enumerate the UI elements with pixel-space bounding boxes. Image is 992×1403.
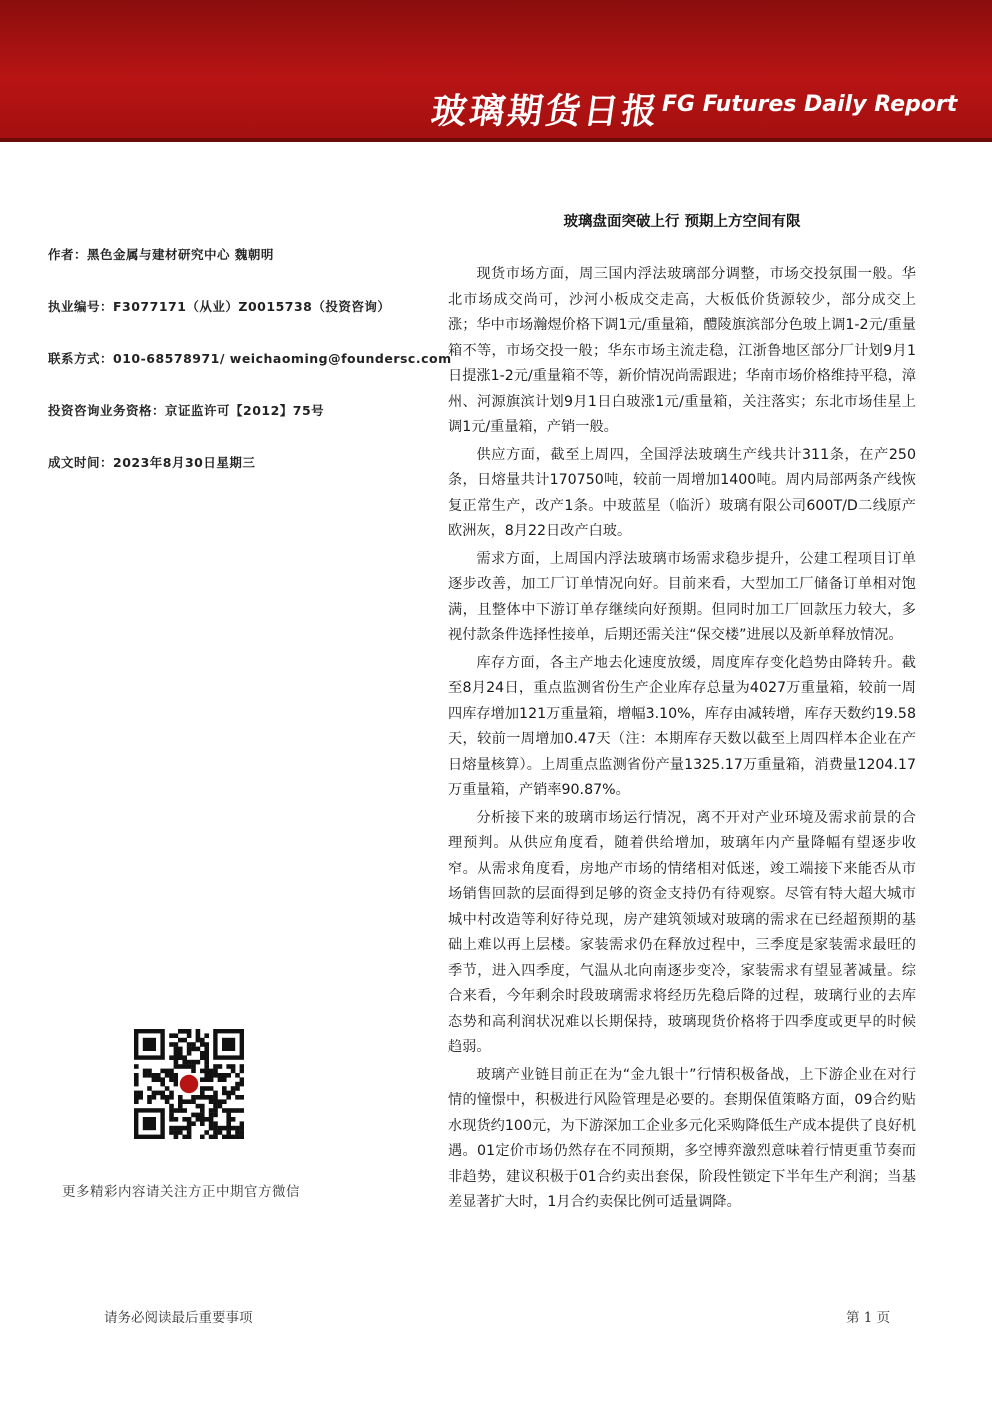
qr-finder-square [143, 1038, 156, 1051]
qualification-line: 投资咨询业务资格：京证监许可【2012】75号 [48, 403, 325, 418]
qr-module [147, 1095, 152, 1100]
qr-module [200, 1051, 205, 1056]
qr-module [200, 1042, 205, 1047]
qr-module [169, 1073, 174, 1078]
qr-module [134, 1064, 139, 1069]
qr-module [213, 1073, 218, 1078]
qr-module [174, 1033, 179, 1038]
qr-module [209, 1069, 214, 1074]
qr-code-graphic [134, 1029, 244, 1139]
qr-module [213, 1095, 218, 1100]
qr-module [226, 1135, 231, 1139]
qr-module [235, 1086, 240, 1091]
qr-module [174, 1051, 179, 1056]
qr-module [226, 1073, 231, 1078]
qr-module [191, 1095, 196, 1100]
qr-module [231, 1108, 236, 1113]
qr-module [165, 1069, 170, 1074]
qr-module [231, 1091, 236, 1096]
contact-line: 联系方式：010-68578971/ weichaoming@foundersc.com [48, 351, 452, 366]
qr-module [187, 1121, 192, 1126]
qr-module [209, 1113, 214, 1118]
qr-module [222, 1077, 227, 1082]
qr-module [204, 1042, 209, 1047]
qr-module [169, 1033, 174, 1038]
qr-module [200, 1108, 205, 1113]
qr-module [209, 1108, 214, 1113]
qr-module [200, 1104, 205, 1109]
qr-module [218, 1126, 223, 1131]
qr-module [160, 1091, 165, 1096]
qr-module [152, 1095, 157, 1100]
qr-module [213, 1135, 218, 1139]
qr-finder-square [143, 1117, 156, 1130]
qr-module [147, 1086, 152, 1091]
qr-module [191, 1042, 196, 1047]
qr-module [196, 1047, 201, 1052]
qr-module [240, 1135, 244, 1139]
qr-module [200, 1113, 205, 1118]
paragraph-inventory: 库存方面，各主产地去化速度放缓，周度库存变化趋势由降转升。截至8月24日，重点监测省份生产企业库存总量为4027万重量箱，较前一周四库存增加121万重量箱，增幅3.10%，库存由减转增，库存天数约19.58天，较前一周增加0.47天（注：本期库存天数以截至上周四样本企业在产日熔量核算）。上周重点监测省份产量1325.17万重量箱，消费量1204.17万重量箱，产销率90.87%。 [448, 654, 916, 798]
qr-module [165, 1095, 170, 1100]
qr-module [187, 1051, 192, 1056]
qr-module [196, 1060, 201, 1065]
qr-module [204, 1130, 209, 1135]
paragraph-spot-market: 现货市场方面，周三国内浮法玻璃部分调整，市场交投氛围一般。华北市场成交尚可，沙河小板成交走高，大板低价货源较少，部分成交上涨；华中市场瀚煜价格下调1元/重量箱，醴陵旗滨部分色玻上调1-2元/重量箱不等，市场交投一般；华东市场主流走稳，江浙鲁地区部分厂计划9月1日提涨1-2元/重量箱不等，新价情况尚需跟进；华南市场价格维持平稳，漳州、河源旗滨计划9月1日白玻涨1元/重量箱，关注落实；东北市场佳星上调1元/重量箱，产销一般。 [448, 266, 916, 435]
qr-module [222, 1091, 227, 1096]
qr-module [143, 1073, 148, 1078]
qr-module [178, 1051, 183, 1056]
qr-module [147, 1069, 152, 1074]
qr-module [178, 1099, 183, 1104]
article-title: 玻璃盘面突破上行 预期上方空间有限 [563, 214, 801, 230]
author-info [48, 245, 452, 505]
qr-module [226, 1091, 231, 1096]
qr-module [169, 1126, 174, 1131]
qr-module [169, 1077, 174, 1082]
qr-module [187, 1117, 192, 1122]
qr-module [200, 1095, 205, 1100]
qr-module [196, 1117, 201, 1122]
qr-module [226, 1108, 231, 1113]
qr-module [204, 1047, 209, 1052]
qr-module [231, 1064, 236, 1069]
qr-module [156, 1077, 161, 1082]
qr-module [240, 1121, 244, 1126]
qr-module [231, 1117, 236, 1122]
qr-module [169, 1108, 174, 1113]
qr-module [169, 1069, 174, 1074]
qr-module [165, 1073, 170, 1078]
qr-module [240, 1130, 244, 1135]
qr-module [134, 1099, 139, 1104]
qr-module [204, 1077, 209, 1082]
footer-notice: 请务必阅读最后重要事项 [104, 1310, 253, 1326]
qr-module [187, 1029, 192, 1034]
qr-module [160, 1069, 165, 1074]
qr-module [178, 1029, 183, 1034]
qr-module [178, 1038, 183, 1043]
qr-module [174, 1077, 179, 1082]
qr-module [174, 1135, 179, 1139]
qr-module [169, 1113, 174, 1118]
qr-module [134, 1073, 139, 1078]
qr-module [240, 1108, 244, 1113]
qr-module [187, 1042, 192, 1047]
qr-module [174, 1042, 179, 1047]
qr-module [147, 1073, 152, 1078]
qr-module [200, 1077, 205, 1082]
qr-module [182, 1108, 187, 1113]
qr-module [235, 1082, 240, 1087]
qr-module [196, 1113, 201, 1118]
qr-module [204, 1033, 209, 1038]
qr-module [138, 1091, 143, 1096]
qr-module [226, 1095, 231, 1100]
qr-module [191, 1113, 196, 1118]
qr-module [174, 1126, 179, 1131]
qr-module [178, 1130, 183, 1135]
qr-module [191, 1047, 196, 1052]
paragraph-supply: 供应方面，截至上周四，全国浮法玻璃生产线共计311条，在产250条，日熔量共计170750吨，较前一周增加1400吨。周内局部两条产线恢复正常生产，改产1条。中玻蓝星（临沂）玻璃有限公司600T/D二线原产欧洲灰，8月22日改产白玻。 [448, 446, 916, 539]
qr-module [174, 1082, 179, 1087]
qr-module [156, 1073, 161, 1078]
qr-module [182, 1055, 187, 1060]
qr-module [209, 1095, 214, 1100]
qr-module [240, 1095, 244, 1100]
qr-module [187, 1064, 192, 1069]
qr-module [209, 1121, 214, 1126]
qr-module [160, 1095, 165, 1100]
qr-module [218, 1130, 223, 1135]
qr-module [213, 1099, 218, 1104]
qr-module [187, 1099, 192, 1104]
qr-caption: 更多精彩内容请关注方正中期官方微信 [62, 1184, 300, 1200]
qr-module [240, 1077, 244, 1082]
qr-module [147, 1099, 152, 1104]
qr-module [196, 1104, 201, 1109]
qr-module [204, 1117, 209, 1122]
qr-module [226, 1113, 231, 1118]
qr-module [235, 1135, 240, 1139]
article-body [448, 262, 916, 1218]
qr-module [209, 1135, 214, 1139]
qr-module [235, 1095, 240, 1100]
qr-module [209, 1077, 214, 1082]
qr-module [134, 1091, 139, 1096]
qr-module [235, 1073, 240, 1078]
qr-module [160, 1082, 165, 1087]
report-title-en: FG Futures Daily Report [662, 92, 958, 117]
page-number: 第 1 页 [846, 1310, 891, 1326]
qr-module [187, 1033, 192, 1038]
qr-finder-square [222, 1038, 235, 1051]
qr-module [240, 1069, 244, 1074]
qr-module [174, 1055, 179, 1060]
qr-module [182, 1038, 187, 1043]
qr-module [191, 1099, 196, 1104]
qr-module [218, 1064, 223, 1069]
qr-module [182, 1135, 187, 1139]
qr-module [213, 1064, 218, 1069]
qr-module [169, 1055, 174, 1060]
qr-module [152, 1073, 157, 1078]
qr-module [218, 1077, 223, 1082]
qr-module [165, 1099, 170, 1104]
qr-module [226, 1064, 231, 1069]
qr-module [200, 1135, 205, 1139]
report-title-cn: 玻璃期货日报 [428, 92, 663, 132]
qr-module [174, 1108, 179, 1113]
qr-module [222, 1086, 227, 1091]
qr-module [174, 1130, 179, 1135]
qr-module [191, 1064, 196, 1069]
qr-module [178, 1108, 183, 1113]
qr-module [178, 1047, 183, 1052]
qr-module [218, 1073, 223, 1078]
qr-module [174, 1047, 179, 1052]
qr-module [182, 1064, 187, 1069]
qr-module [169, 1130, 174, 1135]
qr-module [209, 1086, 214, 1091]
qr-module [213, 1113, 218, 1118]
qr-module [182, 1060, 187, 1065]
qr-module [209, 1073, 214, 1078]
author-line: 作者：黑色金属与建材研究中心 魏朝明 [48, 247, 274, 262]
qr-module [204, 1069, 209, 1074]
qr-module [182, 1126, 187, 1131]
qr-module [182, 1117, 187, 1122]
qr-module [134, 1082, 139, 1087]
qr-module [222, 1135, 227, 1139]
qr-module [235, 1130, 240, 1135]
qr-module [200, 1121, 205, 1126]
qr-module [165, 1086, 170, 1091]
qr-module [209, 1099, 214, 1104]
qr-module [191, 1069, 196, 1074]
qr-module [160, 1077, 165, 1082]
qr-module [178, 1064, 183, 1069]
qr-logo-icon [180, 1075, 198, 1093]
qr-module [235, 1126, 240, 1131]
qr-module [204, 1064, 209, 1069]
qr-module [178, 1104, 183, 1109]
qr-module [187, 1126, 192, 1131]
paragraph-analysis: 分析接下来的玻璃市场运行情况，离不开对产业环境及需求前景的合理预判。从供应角度看，随着供给增加，玻璃年内产量降幅有望逐步收窄。从需求角度看，房地产市场的情绪相对低迷，竣工端接下来能否从市场销售回款的层面得到足够的资金支持仍有待观察。尽管有特大超大城市城中村改造等利好待兑现，房产建筑领域对玻璃的需求在已经超预期的基础上难以再上层楼。家装需求仍在释放过程中，三季度是家装需求最旺的季节，进入四季度，气温从北向南逐步变冷，家装需求有望显著减量。综合来看，今年剩余时段玻璃需求将经历先稳后降的过程，玻璃行业的去库态势和高利润状况难以长期保持，玻璃现货价格将于四季度或更早的时候趋弱。 [448, 809, 916, 1055]
qr-module [222, 1073, 227, 1078]
qr-module [226, 1126, 231, 1131]
qr-module [213, 1104, 218, 1109]
header-banner [0, 0, 992, 142]
qr-module [182, 1029, 187, 1034]
qr-module [138, 1095, 143, 1100]
qr-module [213, 1069, 218, 1074]
qr-module [235, 1108, 240, 1113]
qr-module [182, 1099, 187, 1104]
qr-module [196, 1038, 201, 1043]
qr-module [204, 1051, 209, 1056]
paragraph-strategy: 玻璃产业链目前正在为“金九银十”行情积极备战，上下游企业在对行情的憧憬中，积极进行风险管理是必要的。套期保值策略方面，09合约贴水现货约100元，为下游深加工企业多元化采购降低生产成本提供了良好机遇。01定价市场仍然存在不同预期，多空博弈激烈意味着行情更重节奏而非趋势，建议积极于01合约卖出套保，阶段性锁定下半年生产利润；当基差显著扩大时，1月合约卖保比例可适量调降。 [448, 1066, 916, 1210]
qr-code-icon [134, 1029, 244, 1139]
qr-module [156, 1091, 161, 1096]
qr-module [218, 1104, 223, 1109]
qr-module [240, 1064, 244, 1069]
qr-module [213, 1126, 218, 1131]
qr-module [196, 1033, 201, 1038]
qr-module [178, 1055, 183, 1060]
qr-module [169, 1095, 174, 1100]
license-line: 执业编号：F3077171（从业）Z0015738（投资咨询） [48, 299, 391, 314]
qr-module [143, 1069, 148, 1074]
qr-module [240, 1082, 244, 1087]
qr-module [174, 1073, 179, 1078]
qr-module [200, 1086, 205, 1091]
qr-module [174, 1117, 179, 1122]
qr-module [204, 1055, 209, 1060]
qr-module [200, 1069, 205, 1074]
qr-module [222, 1099, 227, 1104]
qr-module [231, 1086, 236, 1091]
qr-module [226, 1117, 231, 1122]
qr-module [169, 1091, 174, 1096]
qr-module [204, 1073, 209, 1078]
qr-module [187, 1135, 192, 1139]
qr-module [222, 1126, 227, 1131]
qr-module [187, 1047, 192, 1052]
qr-module [134, 1077, 139, 1082]
qr-module [200, 1117, 205, 1122]
qr-module [134, 1095, 139, 1100]
qr-module [231, 1135, 236, 1139]
qr-module [222, 1108, 227, 1113]
qr-module [240, 1126, 244, 1131]
qr-module [169, 1104, 174, 1109]
qr-module [169, 1117, 174, 1122]
qr-module [213, 1130, 218, 1135]
qr-module [178, 1095, 183, 1100]
qr-module [218, 1099, 223, 1104]
qr-module [204, 1095, 209, 1100]
date-line: 成文时间：2023年8月30日星期三 [48, 455, 256, 470]
qr-module [152, 1077, 157, 1082]
qr-module [191, 1121, 196, 1126]
qr-module [200, 1091, 205, 1096]
qr-module [213, 1121, 218, 1126]
qr-module [204, 1086, 209, 1091]
qr-module [152, 1091, 157, 1096]
qr-module [200, 1038, 205, 1043]
qr-module [200, 1055, 205, 1060]
qr-module [231, 1126, 236, 1131]
qr-module [187, 1060, 192, 1065]
qr-module [191, 1060, 196, 1065]
qr-module [226, 1130, 231, 1135]
qr-module [169, 1042, 174, 1047]
qr-module [204, 1060, 209, 1065]
qr-module [209, 1126, 214, 1131]
qr-module [178, 1126, 183, 1131]
qr-module [213, 1108, 218, 1113]
qr-module [226, 1121, 231, 1126]
qr-module [196, 1029, 201, 1034]
paragraph-demand: 需求方面，上周国内浮法玻璃市场需求稳步提升，公建工程项目订单逐步改善，加工厂订单情况向好。目前来看，大型加工厂储备订单相对饱满，且整体中下游订单存继续向好预期。但同时加工厂回款压力较大，多视付款条件选择性接单，后期还需关注“保交楼”进展以及新单释放情况。 [448, 550, 916, 643]
qr-module [174, 1064, 179, 1069]
qr-module [196, 1095, 201, 1100]
qr-module [213, 1091, 218, 1096]
qr-module [231, 1069, 236, 1074]
qr-module [209, 1117, 214, 1122]
qr-module [187, 1130, 192, 1135]
qr-module [174, 1060, 179, 1065]
